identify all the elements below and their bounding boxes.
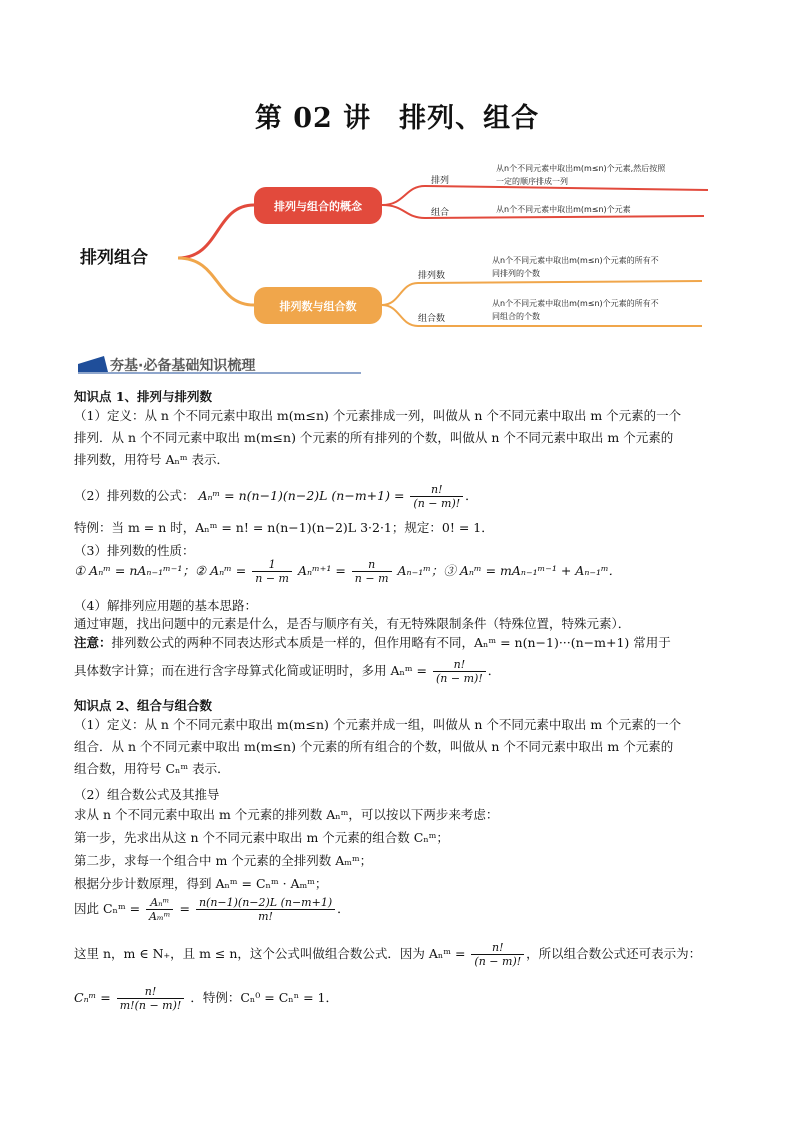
- kp1-definition: （1）定义：从 n 个不同元素中取出 m(m≤n) 个元素排成一列，叫做从 n 个不同元素中取出 m 个元素的一个 排列．从 n 个不同元素中取出 m(m≤n) 个元素的所有排列的个数，叫做从 n 个不同元素中取出 m 个元素的 排列数，用符号 Aₙᵐ 表示．: [74, 408, 682, 467]
- kp1-idea-label: （4）解排列应用题的基本思路：: [74, 598, 257, 613]
- kp2-hence-formula: 因此 Cₙᵐ = $\frac{\text{Aₙᵐ}}{\text{Aₘᵐ}}$ = $\frac{n(n-1)(n-2)L (n-m+1)}{m!}$ ．: [74, 896, 350, 923]
- kp1-special-case: 特例：当 m = n 时，Aₙᵐ = n! = n(n−1)(n−2)L 3·2·1；规定：0! = 1．: [74, 520, 494, 535]
- mindmap-leaf-perm-number: 排列数: [418, 271, 446, 281]
- kp2-derivation-step3: 根据分步计数原理，得到 Aₙᵐ = Cₙᵐ · Aₘᵐ；: [74, 876, 328, 891]
- kp1-properties: ① Aₙᵐ = nAₙ₋₁ᵐ⁻¹；② Aₙᵐ = $\frac{1}{n - m}$ Aₙᵐ⁺¹ = $\frac{n}{n - m}$ Aₙ₋₁ᵐ；③ Aₙᵐ = mAₙ₋₁ᵐ⁻¹ + Aₙ₋₁ᵐ．: [74, 558, 622, 585]
- mindmap-leaf-perm-number-desc: 从n个不同元素中取出m(m≤n)个元素的所有不 同排列的个数: [492, 256, 659, 278]
- mindmap-branch-numbers: 排列数与组合数: [254, 287, 382, 324]
- mindmap-leaf-combination-desc: 从n个不同元素中取出m(m≤n)个元素: [496, 205, 631, 214]
- kp1-heading: 知识点 1、排列与排列数: [74, 389, 213, 404]
- kp2-here-text: 这里 n，m ∈ N₊，且 m ≤ n，这个公式叫做组合数公式．因为 Aₙᵐ = $\frac{n!}{(n - m)!}$ ，所以组合数公式还可表示为：: [74, 941, 702, 968]
- kp1-formula: （2）排列数的公式： Aₙᵐ = n(n−1)(n−2)L (n−m+1) = $\frac{n!}{(n - m)!}$ ．: [74, 483, 478, 510]
- mindmap-root: 排列组合: [80, 248, 148, 268]
- kp1-idea-text: 通过审题，找出问题中的元素是什么，是否与顺序有关，有无特殊限制条件（特殊位置，特殊元素）．: [74, 616, 631, 631]
- kp2-heading: 知识点 2、组合与组合数: [74, 698, 213, 713]
- kp2-definition: （1）定义：从 n 个不同元素中取出 m(m≤n) 个元素并成一组，叫做从 n 个不同元素中取出 m 个元素的一个 组合．从 n 个不同元素中取出 m(m≤n) 个元素的所有组合的个数，叫做从 n 个不同元素中取出 m 个元素的 组合数，用符号 Cₙᵐ 表示．: [74, 717, 682, 776]
- page-title: 第 02 讲 排列、组合: [254, 103, 540, 134]
- mindmap-leaf-comb-number-desc: 从n个不同元素中取出m(m≤n)个元素的所有不 同组合的个数: [492, 299, 659, 321]
- mindmap-branch-concept: 排列与组合的概念: [254, 187, 382, 224]
- kp1-properties-label: （3）排列数的性质：: [74, 543, 195, 558]
- kp2-derivation-label: （2）组合数公式及其推导: [74, 787, 220, 802]
- kp1-note-cont: 具体数字计算；而在进行含字母算式化简或证明时，多用 Aₙᵐ = $\frac{n!}{(n - m)!}$ ．: [74, 658, 501, 685]
- kp2-derivation-step0: 求从 n 个不同元素中取出 m 个元素的排列数 Aₙᵐ，可以按以下两步来考虑：: [74, 807, 499, 822]
- mindmap-leaf-comb-number: 组合数: [418, 314, 446, 324]
- mindmap-leaf-permutation-desc: 从n个不同元素中取出m(m≤n)个元素,然后按照 一定的顺序排成一列: [496, 164, 666, 186]
- mindmap-leaf-combination: 组合: [431, 208, 450, 218]
- kp1-note: 注意：排列数公式的两种不同表达形式本质是一样的，但作用略有不同，Aₙᵐ = n(n−1)···(n−m+1) 常用于: [74, 635, 671, 650]
- kp2-final-formula: Cₙᵐ = $\frac{n!}{m!(n - m)!}$ ．特例：Cₙ⁰ = Cₙⁿ = 1．: [74, 985, 338, 1012]
- section-title: 夯基·必备基础知识梳理: [110, 358, 256, 374]
- kp2-derivation-step2: 第二步，求每一个组合中 m 个元素的全排列数 Aₘᵐ；: [74, 853, 373, 868]
- mindmap-leaf-permutation: 排列: [431, 176, 450, 186]
- kp2-derivation-step1: 第一步，先求出从这 n 个不同元素中取出 m 个元素的组合数 Cₙᵐ；: [74, 830, 449, 845]
